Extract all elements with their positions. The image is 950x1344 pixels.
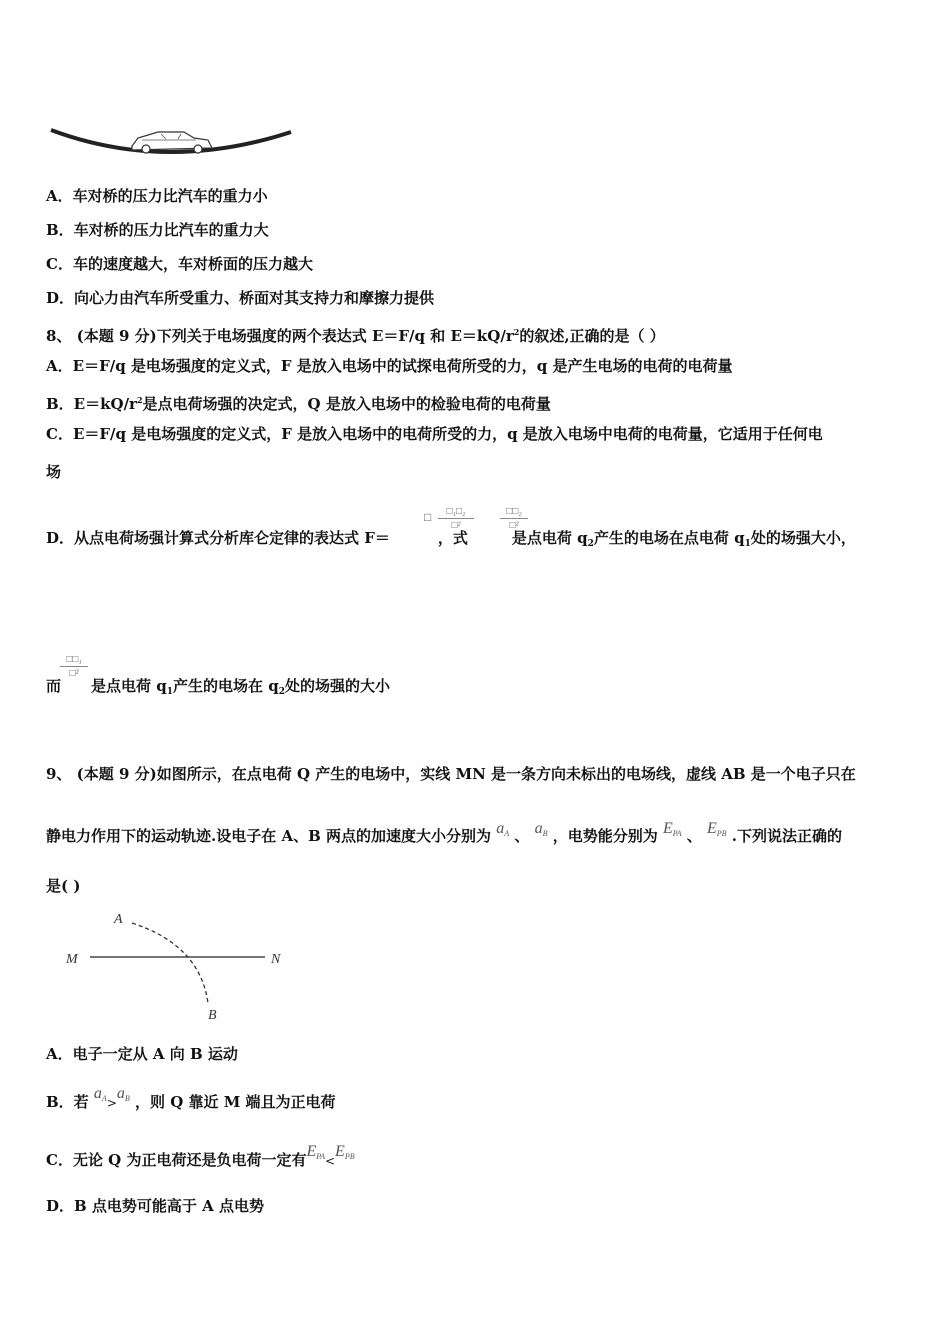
car-icon bbox=[132, 132, 212, 153]
label-a: A bbox=[114, 912, 123, 927]
sym-a-B-b: $a_B$ bbox=[116, 1085, 130, 1103]
q9-option-b bbox=[46, 1085, 336, 1118]
trajectory-ab bbox=[132, 923, 208, 1003]
q9-stem-line2-e: .下列说法正确的 bbox=[731, 827, 843, 845]
q8-d-part3: 是点电荷 q bbox=[511, 529, 588, 547]
q9-stem-line1: 9、 (本题 9 分)如图所示，在点电荷 Q 产生的电场中，实线 MN 是一条方向未标出的电场线，虚线 AB 是一个电子只在 bbox=[46, 765, 856, 783]
field-formula-image-1: □□₂ □² bbox=[500, 506, 528, 531]
sym-E-PB-c: $E_{PB}$ bbox=[335, 1143, 355, 1161]
label-b: B bbox=[208, 1008, 217, 1023]
field-line-figure bbox=[60, 905, 300, 1025]
coulomb-formula-image: □ □₁□₂ □² bbox=[424, 506, 474, 531]
q8-option-c-line2: 场 bbox=[46, 463, 62, 481]
sym-a-B: $a_B$ bbox=[534, 820, 548, 838]
q8-d-line2-part2: 是点电荷 q bbox=[91, 677, 167, 695]
sym-E-PA: $E_{PA}$ bbox=[662, 820, 682, 838]
q8-option-b-prefix: B．E＝kQ/r bbox=[46, 395, 137, 413]
q8-d-part2: ，式 bbox=[437, 529, 468, 547]
sym-E-PA-c: $E_{PA}$ bbox=[306, 1143, 325, 1161]
q8-option-b bbox=[46, 390, 551, 414]
sym-a-A-b: $a_A$ bbox=[93, 1085, 107, 1103]
q8-d-line2-part1: 而 bbox=[46, 677, 62, 695]
q9-b-prefix: B．若 bbox=[46, 1093, 89, 1111]
q8-option-b-suffix: 是点电荷场强的决定式，Q 是放入电场中的检验电荷的电荷量 bbox=[142, 395, 551, 413]
q9-b-suffix: ，则 Q 靠近 M 端且为正电荷 bbox=[135, 1093, 336, 1111]
q9-stem-line2-b: 、 bbox=[514, 827, 530, 845]
label-m: M bbox=[66, 952, 78, 967]
q8-stem-sup: 2 bbox=[513, 327, 520, 337]
q7-option-d: D．向心力由汽车所受重力、桥面对其支持力和摩擦力提供 bbox=[46, 289, 435, 307]
q9-stem-line2-a: 静电力作用下的运动轨迹.设电子在 A、B 两点的加速度大小分别为 bbox=[46, 827, 491, 845]
q8-d-sub1: 2 bbox=[587, 539, 594, 549]
q8-option-b-sup: 2 bbox=[136, 395, 143, 405]
q8-d-line2-part3: 产生的电场在 q bbox=[173, 677, 279, 695]
car-bridge-figure bbox=[46, 118, 296, 162]
q8-d-part5: 处的场强大小， bbox=[750, 529, 856, 547]
q9-stem-line2-d: 、 bbox=[686, 827, 702, 845]
q7-option-b: B．车对桥的压力比汽车的重力大 bbox=[46, 221, 269, 239]
q9-stem-line2-c: ，电势能分别为 bbox=[552, 827, 658, 845]
label-n: N bbox=[271, 952, 281, 967]
q8-stem-suffix: 的叙述,正确的是（ ） bbox=[519, 327, 665, 345]
sym-E-PB: $E_{PB}$ bbox=[707, 820, 727, 838]
q8-d-sub2: 1 bbox=[744, 539, 751, 549]
sym-a-A: $a_A$ bbox=[496, 820, 510, 838]
q8-option-d-line2 bbox=[46, 676, 390, 702]
q8-stem-prefix: 8、 (本题 9 分)下列关于电场强度的两个表达式 E＝F/q 和 E＝kQ/r bbox=[46, 327, 514, 345]
q8-d-line2-sub2: 2 bbox=[278, 687, 285, 697]
q9-c-prefix: C．无论 Q 为正电荷还是负电荷一定有 bbox=[46, 1151, 307, 1169]
lt-sign: < bbox=[324, 1154, 336, 1168]
gt-sign: > bbox=[106, 1096, 117, 1110]
q8-stem bbox=[46, 322, 665, 346]
q9-stem-line2 bbox=[46, 820, 843, 852]
q9-stem-line3: 是( ) bbox=[46, 877, 81, 895]
q8-d-part4: 产生的电场在点电荷 q bbox=[593, 529, 745, 547]
q9-option-c bbox=[46, 1143, 355, 1176]
q8-d-line2-part4: 处的场强的大小 bbox=[284, 677, 390, 695]
field-formula-image-2: □□₁ □² bbox=[60, 654, 88, 679]
q9-option-d: D．B 点电势可能高于 A 点电势 bbox=[46, 1197, 264, 1215]
q9-option-a: A．电子一定从 A 向 B 运动 bbox=[46, 1045, 238, 1063]
q8-d-line2-sub1: 1 bbox=[166, 687, 173, 697]
q8-option-d-line1 bbox=[46, 528, 856, 554]
q8-option-a: A．E＝F/q 是电场强度的定义式，F 是放入电场中的试探电荷所受的力，q 是产生电场的电荷的电荷量 bbox=[46, 357, 733, 375]
q8-option-c-line1: C．E＝F/q 是电场强度的定义式，F 是放入电场中的电荷所受的力，q 是放入电场中电荷的电荷量，它适用于任何电 bbox=[46, 425, 823, 443]
q7-option-a: A．车对桥的压力比汽车的重力小 bbox=[46, 187, 268, 205]
q8-d-part1: D．从点电荷场强计算式分析库仑定律的表达式 F＝ bbox=[46, 529, 390, 547]
q7-option-c: C．车的速度越大，车对桥面的压力越大 bbox=[46, 255, 313, 273]
